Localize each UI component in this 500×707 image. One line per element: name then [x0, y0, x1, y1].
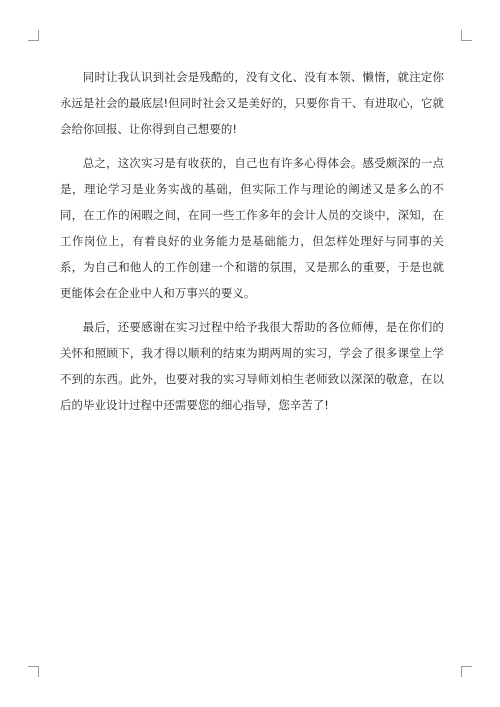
crop-mark-top-right: [461, 30, 472, 41]
paragraph-2: 总之，这次实习是有收获的，自己也有许多心得体会。感受颇深的一点是，理论学习是业务实战的基础，但实际工作与理论的阐述又是多么的不同，在工作的闲暇之间，在同一些工作多年的会计人员的交谈中，深知，在工作岗位上，有着良好的业务能力是基础能力，但怎样处理好与同事的关系，为自己和他人的工作创建一个和谐的氛围，又是那么的重要，于是也就更能体会在企业中人和万事兴的要义。: [60, 156, 444, 300]
crop-mark-top-left: [28, 30, 39, 41]
crop-mark-bottom-left: [28, 666, 39, 677]
crop-mark-bottom-right: [461, 666, 472, 677]
document-body: [60, 64, 444, 426]
paragraph-1: 同时让我认识到社会是残酷的，没有文化、没有本领、懒惰，就注定你永远是社会的最底层!但同时社会又是美好的，只要你肯干、有进取心，它就会给你回报、让你得到自己想要的!: [60, 70, 444, 136]
paragraph-3: 最后，还要感谢在实习过程中给予我很大帮助的各位师傅，是在你们的关怀和照顾下，我才得以顺利的结束为期两周的实习，学会了很多课堂上学不到的东西。此外，也要对我的实习导师刘柏生老师致以深深的敬意，在以后的毕业设计过程中还需要您的细心指导，您辛苦了!: [60, 320, 444, 412]
